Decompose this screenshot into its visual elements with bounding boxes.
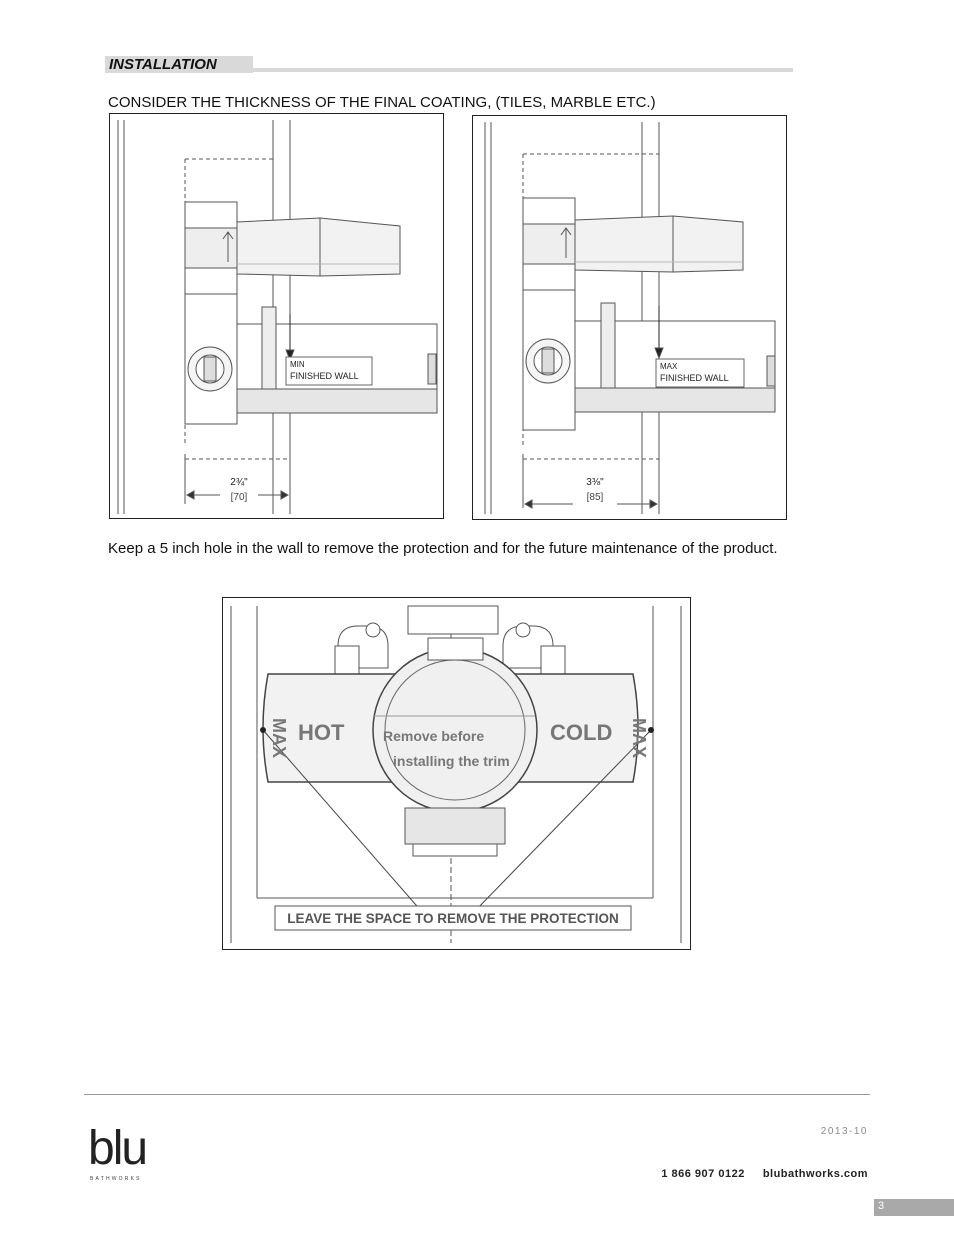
protection-caption: LEAVE THE SPACE TO REMOVE THE PROTECTION [287,911,619,926]
brand-logo-mark [88,1118,168,1190]
brand-name: blu [88,1122,147,1175]
valve-side-view-max [473,116,786,519]
maintenance-text: Keep a 5 inch hole in the wall to remove the protection and for the future maintenance of the product. [108,540,778,557]
intro-text: CONSIDER THE THICKNESS OF THE FINAL COATING, (TILES, MARBLE ETC.) [108,94,656,111]
valve-side-view-min [110,114,443,518]
footer-rule [84,1094,870,1095]
max-callout-line1: MAX [660,362,678,371]
min-dim-inch: 2¾" [230,477,248,488]
min-callout-line2: FINISHED WALL [290,371,359,381]
page-number-bar [874,1199,954,1216]
blu-logo [88,1118,168,1190]
section-title: INSTALLATION [109,56,217,73]
label-installing-trim: installing the trim [393,753,510,769]
contact-line [661,1168,868,1180]
label-cold: COLD [550,720,613,745]
min-callout-line1: MIN [290,360,305,369]
label-max-right: MAX [629,718,649,758]
label-max-left: MAX [269,718,289,758]
min-dim-mm: [70] [230,492,248,503]
phone-number: 1 866 907 0122 [661,1168,745,1180]
max-dim-mm: [85] [586,492,604,503]
label-hot: HOT [298,720,345,745]
label-remove-before: Remove before [383,728,485,744]
page-number: 3 [878,1200,885,1212]
max-dim-inch: 3⅜" [586,477,604,488]
max-callout-line2: FINISHED WALL [660,373,729,383]
valve-front-view [223,598,690,949]
website-link[interactable]: blubathworks.com [762,1168,868,1180]
figure-max-finished-wall [472,115,787,520]
brand-subtitle: BATHWORKS [90,1176,142,1182]
figure-protection-front-view [222,597,691,950]
figure-min-finished-wall [109,113,444,519]
document-date: 2013-10 [820,1126,868,1137]
section-header [105,56,253,73]
section-rule [253,68,793,72]
